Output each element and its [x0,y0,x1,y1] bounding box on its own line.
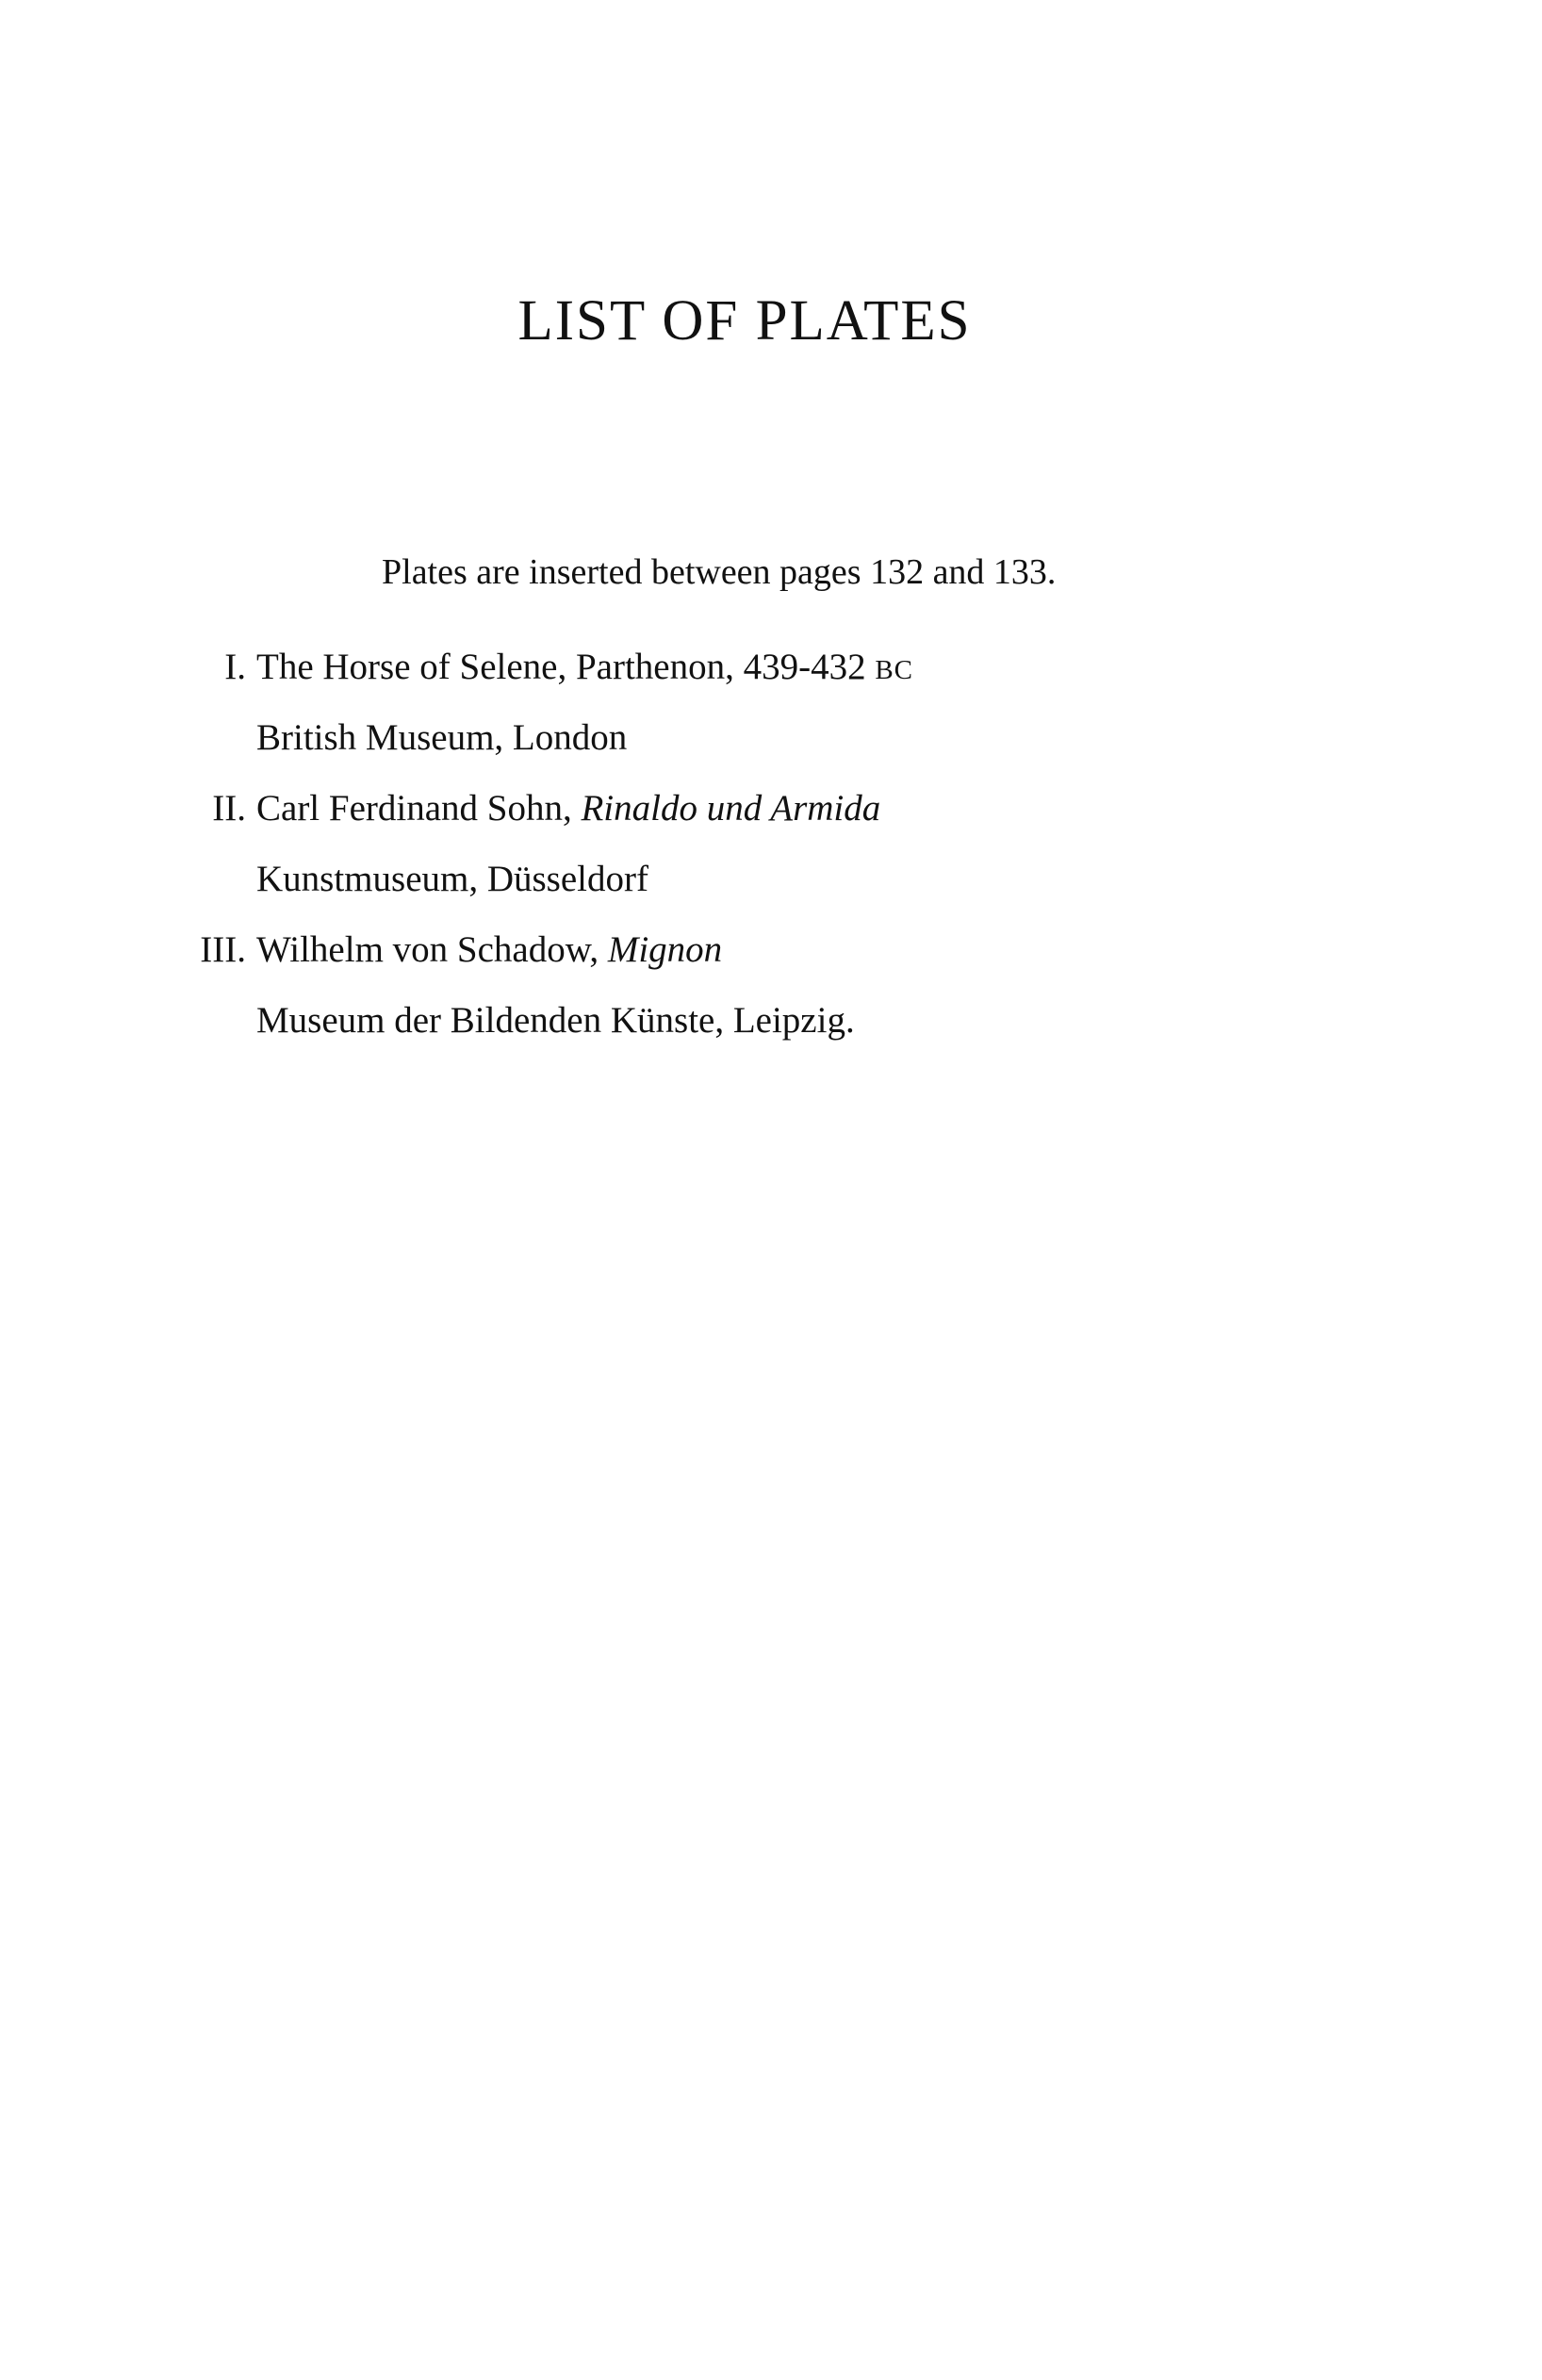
plates-list [0,648,1542,1073]
plate-artist: Carl Ferdinand Sohn, [256,788,582,829]
plate-location: British Museum, London [256,717,628,758]
plate-entry-3 [0,931,1542,1073]
plate-title [256,648,913,685]
era-abbreviation: BC [875,655,914,685]
plate-numeral: III. [200,929,246,970]
plates-location-note: Plates are inserted between pages 132 and 133. [382,552,1057,592]
plate-work-title: Rinaldo und Armida [581,788,881,829]
plate-work-title: Mignon [607,929,723,970]
plate-entry-1 [0,648,1542,790]
plate-entry-2 [0,790,1542,931]
plate-title [256,931,722,968]
plate-numeral: II. [212,788,246,829]
plate-title [256,790,880,827]
plate-artist: Wilhelm von Schadow, [256,929,608,970]
page-title: LIST OF PLATES [517,289,972,353]
plate-location: Museum der Bildenden Künste, Leipzig. [256,1000,855,1041]
plate-numeral: I. [224,647,246,687]
plate-description: The Horse of Selene, Parthenon, 439-432 [256,647,876,687]
plate-location: Kunstmuseum, Düsseldorf [256,859,648,899]
